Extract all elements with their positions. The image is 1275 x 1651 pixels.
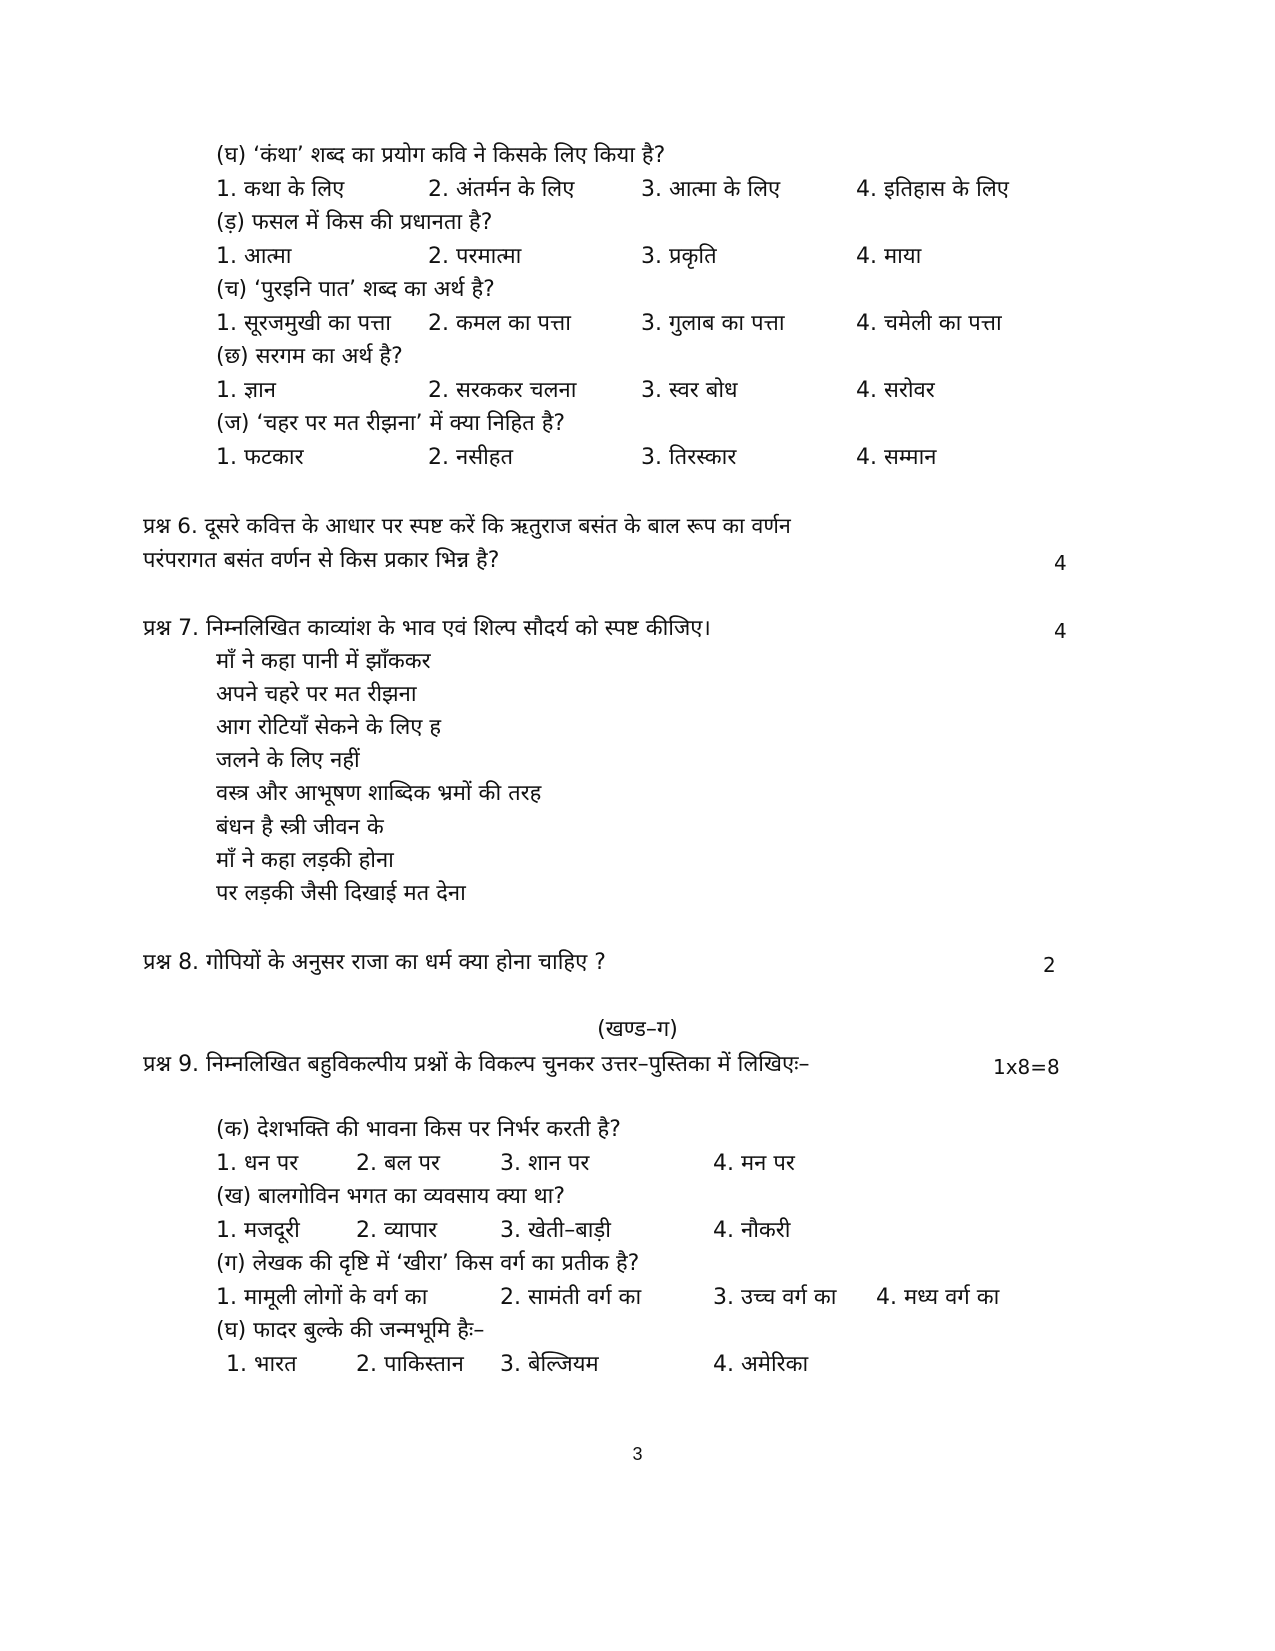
poem-line: माँ ने कहा लड़की होना <box>216 848 394 873</box>
option: 4. सम्मान <box>856 445 937 470</box>
option: 2. पाकिस्तान <box>356 1352 464 1377</box>
question-8-marks: 2 <box>1043 953 1056 977</box>
question-7-line-1: प्रश्न 7. निम्नलिखित काव्यांश के भाव एवं शिल्प सौदर्य को स्पष्ट कीजिए। <box>143 616 711 641</box>
option: 3. खेती–बाड़ी <box>500 1218 611 1243</box>
poem-line: जलने के लिए नहीं <box>216 748 360 773</box>
question-7-marks: 4 <box>1054 619 1067 643</box>
option: 2. व्यापार <box>356 1218 438 1243</box>
option: 1. आत्मा <box>216 244 292 269</box>
option: 2. परमात्मा <box>428 244 522 269</box>
question-9-marks: 1x8=8 <box>993 1055 1060 1079</box>
option: 2. नसीहत <box>428 445 513 470</box>
option: 1. फटकार <box>216 445 304 470</box>
option: 4. माया <box>856 244 922 269</box>
poem-line: वस्त्र और आभूषण शाब्दिक भ्रमों की तरह <box>216 781 542 806</box>
question-ga: (ग) लेखक की दृष्टि में ‘खीरा’ किस वर्ग का प्रतीक है? <box>216 1251 640 1276</box>
option: 1. कथा के लिए <box>216 177 345 202</box>
poem-line: बंधन है स्त्री जीवन के <box>216 815 384 840</box>
option: 3. प्रकृति <box>641 244 717 269</box>
option: 3. गुलाब का पत्ता <box>641 311 785 336</box>
question-cha: (च) ‘पुरइनि पात’ शब्द का अर्थ है? <box>216 277 495 302</box>
option: 2. कमल का पत्ता <box>428 311 571 336</box>
question-6-line-1: प्रश्न 6. दूसरे कवित्त के आधार पर स्पष्ट करें कि ऋतुराज बसंत के बाल रूप का वर्णन <box>143 514 791 539</box>
option: 3. शान पर <box>500 1151 590 1176</box>
option: 1. मामूली लोगों के वर्ग का <box>216 1285 428 1310</box>
question-ka: (क) देशभक्ति की भावना किस पर निर्भर करती है? <box>216 1117 621 1142</box>
question-gha-2: (घ) फादर बुल्के की जन्मभूमि हैः– <box>216 1318 485 1343</box>
option: 4. इतिहास के लिए <box>856 177 1009 202</box>
option: 1. भारत <box>226 1352 297 1377</box>
option: 3. आत्मा के लिए <box>641 177 781 202</box>
question-9-line-1: प्रश्न 9. निम्नलिखित बहुविकल्पीय प्रश्नों के विकल्प चुनकर उत्तर–पुस्तिका में लिखिएः– <box>143 1052 810 1077</box>
option: 1. ज्ञान <box>216 378 276 403</box>
option: 2. बल पर <box>356 1151 440 1176</box>
option: 4. मन पर <box>713 1151 795 1176</box>
option: 4. मध्य वर्ग का <box>876 1285 1000 1310</box>
option: 4. चमेली का पत्ता <box>856 311 1002 336</box>
question-ja: (ज) ‘चहर पर मत रीझना’ में क्या निहित है? <box>216 411 566 436</box>
question-kha: (ख) बालगोविन भगत का व्यवसाय क्या था? <box>216 1184 566 1209</box>
question-da: (ड़) फसल में किस की प्रधानता है? <box>216 210 493 235</box>
option: 2. सामंती वर्ग का <box>500 1285 642 1310</box>
section-heading: (खण्ड–ग) <box>597 1017 678 1042</box>
option: 4. अमेरिका <box>713 1352 809 1377</box>
option: 4. नौकरी <box>713 1218 791 1243</box>
option: 1. मजदूरी <box>216 1218 300 1243</box>
option: 2. अंतर्मन के लिए <box>428 177 575 202</box>
poem-line: माँ ने कहा पानी में झाँककर <box>216 649 431 674</box>
page-number: 3 <box>632 1444 643 1464</box>
option: 3. तिरस्कार <box>641 445 737 470</box>
option: 3. बेल्जियम <box>500 1352 599 1377</box>
question-chha: (छ) सरगम का अर्थ है? <box>216 344 403 369</box>
question-6-line-2: परंपरागत बसंत वर्णन से किस प्रकार भिन्न है? <box>143 548 500 573</box>
option: 4. सरोवर <box>856 378 935 403</box>
poem-line: आग रोटियाँ सेकने के लिए ह <box>216 715 442 740</box>
option: 2. सरककर चलना <box>428 378 577 403</box>
option: 3. स्वर बोध <box>641 378 738 403</box>
question-6-marks: 4 <box>1054 551 1067 575</box>
question-gha: (घ) ‘कंथा’ शब्द का प्रयोग कवि ने किसके लिए किया है? <box>216 143 666 168</box>
question-8-line-1: प्रश्न 8. गोपियों के अनुसर राजा का धर्म क्या होना चाहिए ? <box>143 950 606 975</box>
option: 3. उच्च वर्ग का <box>713 1285 837 1310</box>
option: 1. सूरजमुखी का पत्ता <box>216 311 392 336</box>
poem-line: अपने चहरे पर मत रीझना <box>216 682 417 707</box>
option: 1. धन पर <box>216 1151 299 1176</box>
poem-line: पर लड़की जैसी दिखाई मत देना <box>216 881 466 906</box>
